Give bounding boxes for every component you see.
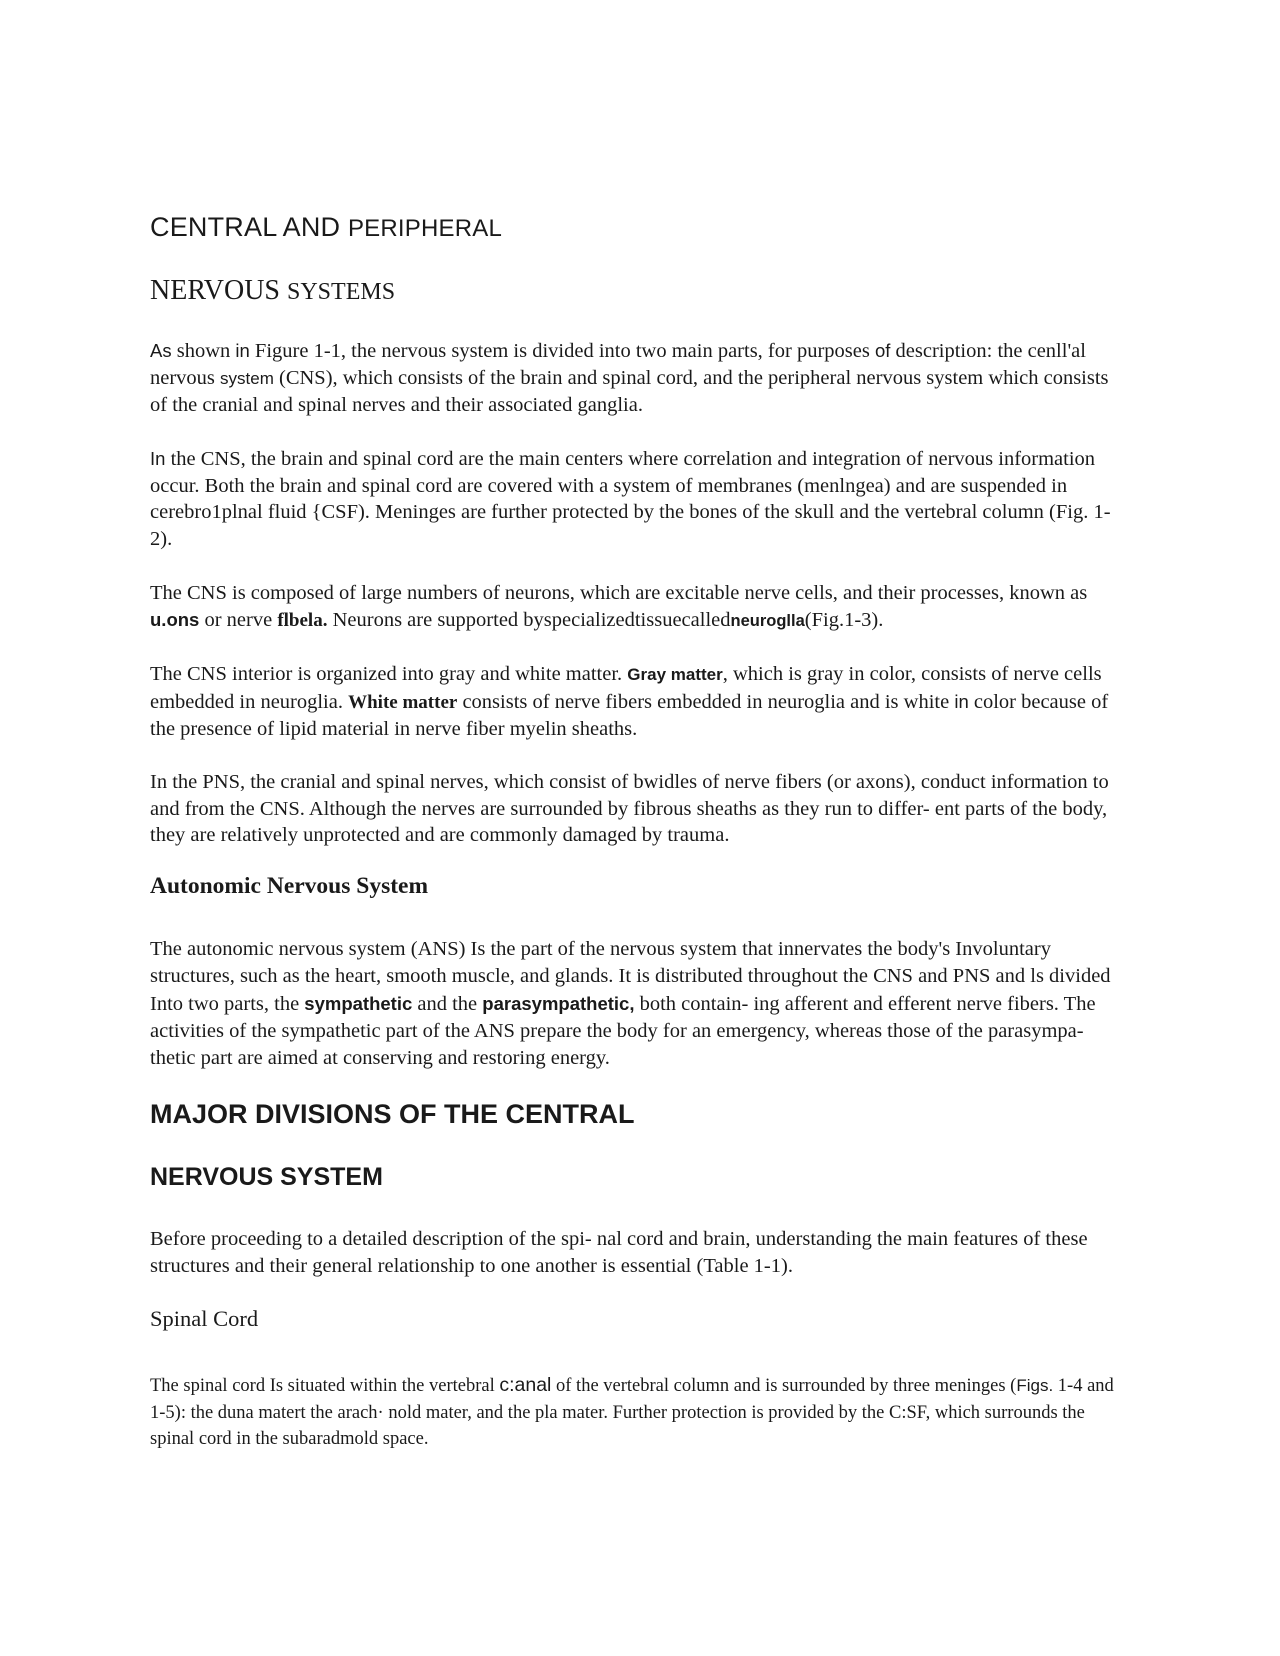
text-run: system [220, 368, 274, 388]
paragraph-intro [150, 338, 1130, 419]
text-run: the CNS, the brain and spinal cord are the main centers where correlation and integration of nervous information occur. Both the brain and spinal cord are covered with a system of membranes (menlngea) and are suspended in cerebro1plnal fluid {CSF). Meninges are further protected by the bones of the skull and the vertebral column (Fig. 1-2). [150, 448, 1111, 550]
heading-text: CENTRAL AND [150, 212, 348, 242]
text-run: in [235, 340, 250, 361]
text-run: color because of the presence of lipid material in nerve fiber myelin sheaths. [150, 690, 1109, 740]
paragraph-neurons [150, 580, 1130, 634]
text-run: , which is gray in color, consists of nerve cells embedded in neuroglia. [150, 663, 1102, 713]
text-run: Figure 1-1, the nervous system is divided into two main parts, for purposes [249, 340, 875, 362]
text-run: (CNS), which consists of the brain and spinal cord, and the peripheral nervous system which consists of the cranial and spinal nerves and their associated ganglia. [150, 366, 1109, 416]
text-run: of the vertebral column and is surrounded by three meninges ( [551, 1376, 1017, 1396]
text-run: consists of nerve fibers embedded in neuroglia and is white [457, 690, 955, 713]
text-run: The CNS is composed of large numbers of neurons, which are excitable nerve cells, and their processes, known as [150, 582, 1088, 604]
term-neuroglia: neuroglla [730, 611, 805, 630]
paragraph-before-proceeding [150, 1226, 1130, 1279]
heading-major-divisions: MAJOR DIVISIONS OF THE CENTRAL [150, 1099, 635, 1129]
heading-nervous-system: NERVOUS SYSTEM [150, 1163, 383, 1191]
text-run: The autonomic nervous system (ANS) Is the part of the nervous system that innervates the body's Involuntary structures, such as the heart, smooth muscle, and glands. It is distributed throughout the CNS and PNS and ls divided Into two parts, the [150, 938, 1111, 1015]
heading-text: SYSTEMS [287, 279, 396, 305]
term-parasympathetic: parasympathetic, [482, 993, 635, 1014]
term-white-matter: White matter [348, 691, 458, 713]
text-run: description: the cenll'al nervous [150, 340, 1086, 389]
text-run: The CNS interior is organized into gray and white matter. [150, 663, 628, 685]
text-run: and the [412, 993, 483, 1015]
paragraph-cns [150, 446, 1130, 552]
text-run: shown [171, 340, 236, 362]
paragraph-ans [150, 936, 1130, 1072]
term-fibers: flbela. [277, 609, 328, 631]
paragraph-gray-white-matter [150, 661, 1130, 743]
term-sympathetic: sympathetic [304, 993, 413, 1014]
term-gray-matter: Gray matter [627, 665, 723, 684]
heading-nervous-systems [150, 275, 395, 307]
text-run: In [150, 448, 166, 469]
text-run: Before proceeding to a detailed description of the spi- nal cord and brain, understanding the main features of these structures and their general relationship to one another is essential (Table 1-1). [150, 1228, 1088, 1277]
heading-text: NERVOUS [150, 275, 287, 306]
text-run: c:anal [499, 1374, 552, 1396]
term-axons: u.ons [150, 608, 200, 630]
text-run: Neurons are supported byspecializedtissuecalled [327, 608, 731, 631]
heading-central-peripheral [150, 212, 502, 243]
paragraph-pns [150, 769, 1130, 849]
paragraph-spinal-cord [150, 1372, 1130, 1453]
text-run: The spinal cord Is situated within the vertebral [150, 1376, 500, 1396]
text-run: In the PNS, the cranial and spinal nerves, which consist of bwidles of nerve fibers (or axons), conduct information to and from the CNS. Although the nerves are surrounded by fibrous sheaths as they run to differ- ent parts of the body, they are relatively unprotected and are commonly damaged by trauma. [150, 771, 1109, 846]
text-run: in [954, 690, 969, 712]
text-run: As [150, 340, 172, 361]
text-run: of [874, 340, 891, 361]
text-run: 1-4 and 1-5): the duna matert the arach· nold mater, and the pla mater. Further protection is provided by the C:SF, which surrounds the spinal cord in the subaradmold space. [150, 1376, 1114, 1449]
text-run: both contain- ing afferent and efferent nerve fibers. The activities of the sympathetic part of the ANS prepare the body for an emergency, whereas those of the parasympa- thetic part are aimed at conserving and restoring energy. [150, 993, 1096, 1069]
text-run: (Fig.1-3). [804, 608, 884, 631]
heading-text: PERIPHERAL [347, 215, 503, 242]
text-run: Figs. [1016, 1376, 1054, 1395]
text-run: or nerve [199, 608, 278, 631]
heading-autonomic-nervous-system: Autonomic Nervous System [150, 873, 429, 899]
heading-spinal-cord: Spinal Cord [150, 1306, 259, 1331]
